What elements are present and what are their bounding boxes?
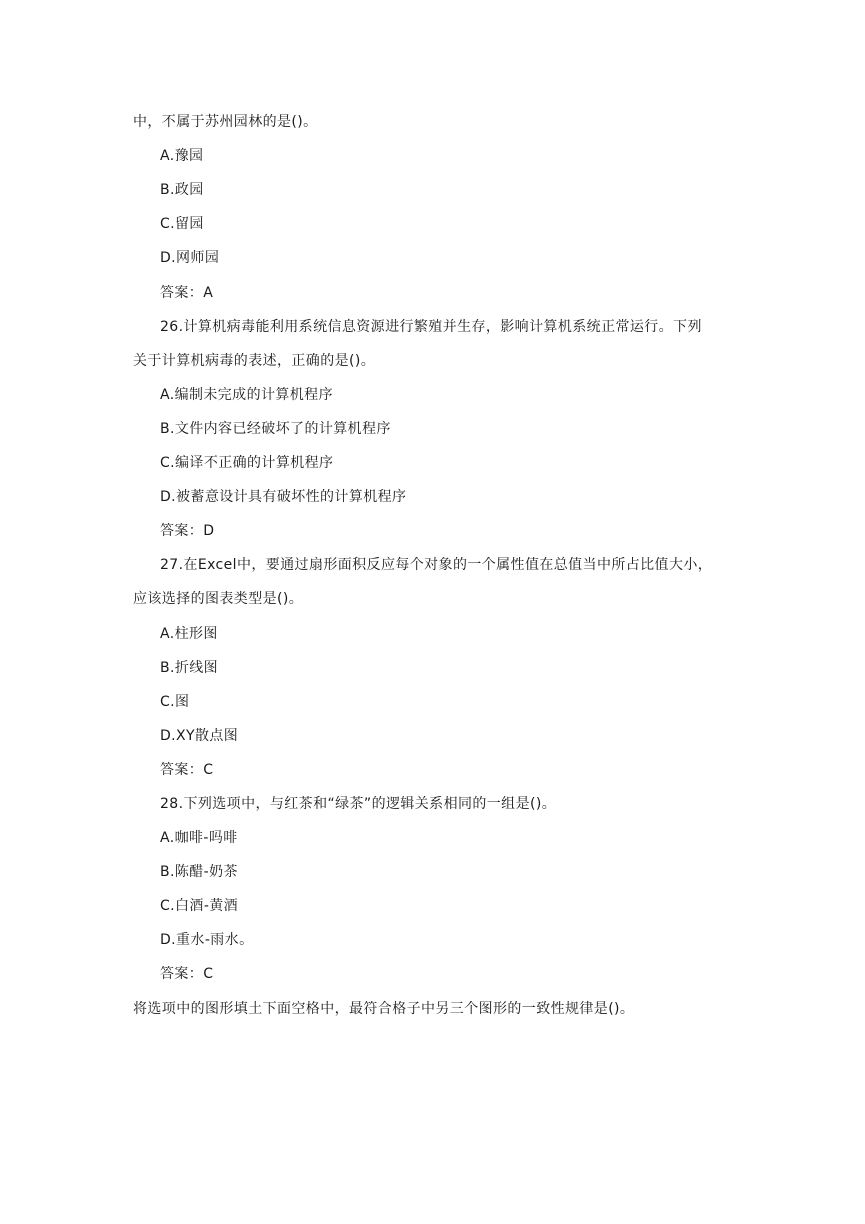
q26-stem-line1: 26.计算机病毒能利用系统信息资源进行繁殖并生存，影响计算机系统正常运行。下列 <box>160 319 702 335</box>
q28-option-c: C.白酒-黄酒 <box>160 898 239 914</box>
q26-option-a: A.编制未完成的计算机程序 <box>160 387 333 403</box>
q27-option-d: D.XY散点图 <box>160 728 239 744</box>
q27-answer: 答案：C <box>160 762 214 778</box>
q26-option-d: D.被蓄意设计具有破坏性的计算机程序 <box>160 489 407 505</box>
q26-option-c: C.编译不正确的计算机程序 <box>160 455 334 471</box>
q26-stem-line2: 关于计算机病毒的表述，正确的是()。 <box>133 353 376 369</box>
q27-option-c: C.图 <box>160 694 190 710</box>
q25-option-b: B.政园 <box>160 182 204 198</box>
q25-option-d: D.网师园 <box>160 250 220 266</box>
q27-option-b: B.折线图 <box>160 660 219 676</box>
q25-option-c: C.留园 <box>160 216 204 232</box>
q27-stem-line1: 27.在Excel中，要通过扇形面积反应每个对象的一个属性值在总值当中所占比值大小， <box>160 557 713 573</box>
q28-option-a: A.咖啡-吗啡 <box>160 830 238 846</box>
q25-option-a: A.豫园 <box>160 148 204 164</box>
q28-stem: 28.下列选项中，与红茶和“绿茶”的逻辑关系相同的一组是()。 <box>160 796 557 812</box>
q28-option-b: B.陈醋-奶茶 <box>160 864 238 880</box>
q27-stem-line2: 应该选择的图表类型是()。 <box>133 591 304 607</box>
q26-option-b: B.文件内容已经破坏了的计算机程序 <box>160 421 391 437</box>
q27-option-a: A.柱形图 <box>160 626 218 642</box>
q28-option-d: D.重水-雨水。 <box>160 932 254 948</box>
q29-stem: 将选项中的图形填土下面空格中，最符合格子中另三个图形的一致性规律是()。 <box>133 1001 635 1017</box>
q28-answer: 答案：C <box>160 966 214 982</box>
q25-stem-tail: 中，不属于苏州园林的是()。 <box>133 114 318 130</box>
q25-answer: 答案：A <box>160 285 214 301</box>
q26-answer: 答案：D <box>160 523 215 539</box>
